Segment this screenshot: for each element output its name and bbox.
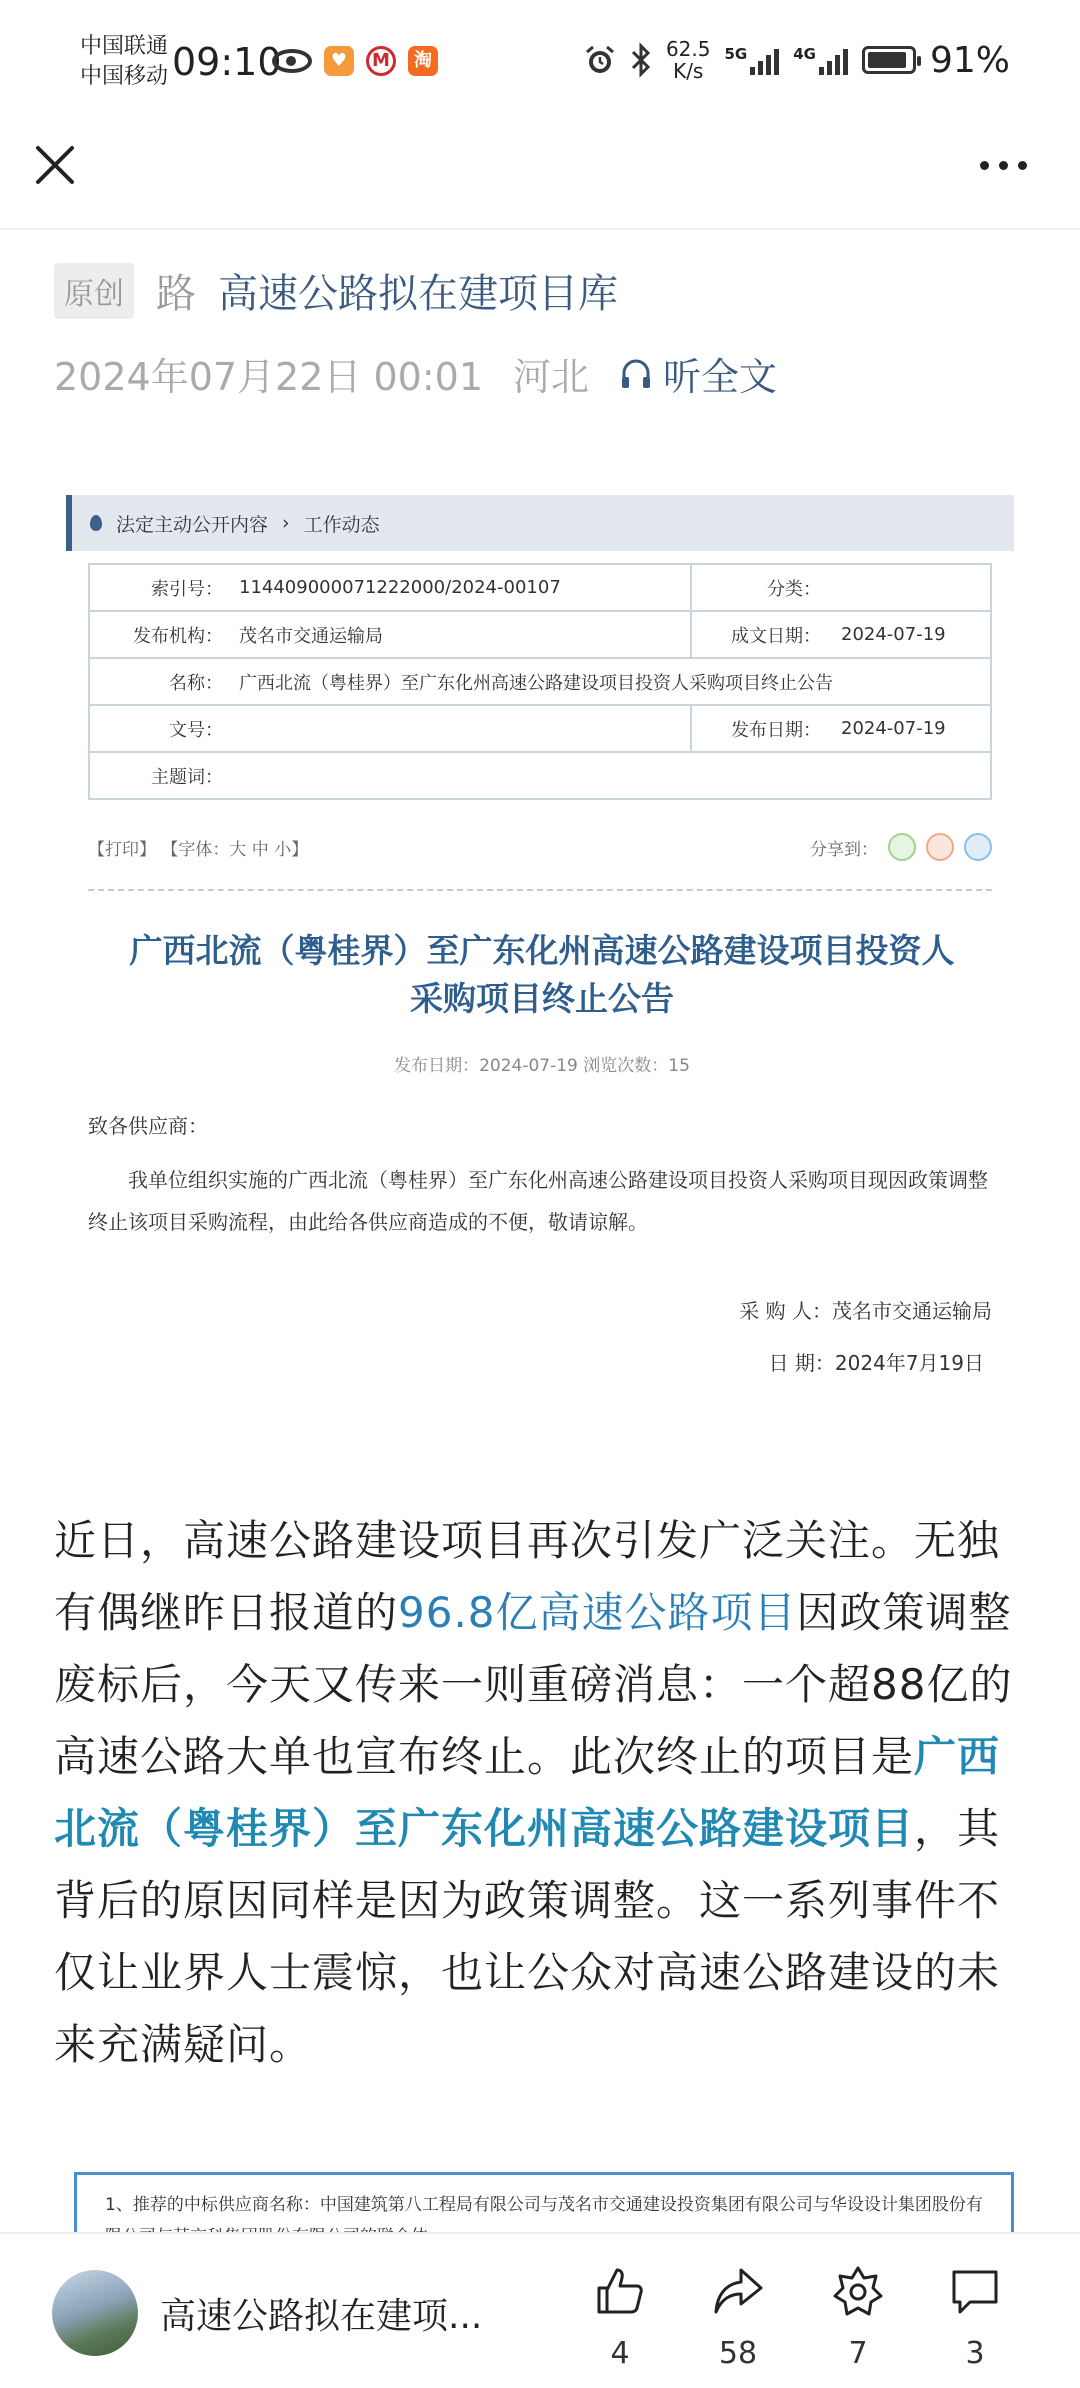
- like-button[interactable]: [580, 2264, 660, 2371]
- wechat-icon: [888, 833, 916, 861]
- dashed-divider: [88, 889, 992, 891]
- more-dot-icon: [1018, 161, 1027, 170]
- system-status: [584, 38, 1010, 82]
- more-dot-icon: [999, 161, 1008, 170]
- table-label: 发布机构：: [89, 611, 229, 658]
- article-text: ，其背后的原因同样是因为政策调整。这一系列事件不仅让业界人士震惊，也让公众对高速公路建设的未来充满疑问。: [54, 1804, 1001, 2069]
- nav-divider: [0, 228, 1080, 230]
- notice-title-line: 采购项目终止公告: [410, 979, 674, 1018]
- article-text: 因政策调整废标后，今天又传来一则重磅消息：一个超88亿的高速公路大单也宣布终止。此次终止的项目是: [54, 1588, 1013, 1781]
- share-arrow-icon: [711, 2264, 765, 2318]
- table-value: 广西北流（粤桂界）至广东化州高速公路建设项目投资人采购项目终止公告: [229, 658, 991, 705]
- eye-icon: [272, 49, 312, 73]
- signal-5g-label: 5G: [724, 45, 748, 63]
- favorite-count: 7: [848, 2336, 868, 2371]
- table-label: 分类：: [691, 564, 831, 611]
- project-name-link[interactable]: 广西北流（粤桂界）至广东化州高速公路建设项目: [54, 1732, 1001, 1853]
- notice-paragraph: 我单位组织实施的广西北流（粤桂界）至广东化州高速公路建设项目投资人采购项目现因政策调整终止该项目采购流程，由此给各供应商造成的不便，敬请谅解。: [88, 1168, 988, 1234]
- carrier-1: 中国联通: [80, 34, 169, 59]
- table-label: 主题词：: [89, 752, 229, 799]
- carrier-labels: [80, 32, 168, 92]
- app-notify-icon: ♥: [324, 46, 354, 76]
- favorite-icon: [831, 2264, 885, 2318]
- table-row: [89, 611, 991, 658]
- share-label: 分享到：: [810, 839, 878, 860]
- table-value: [831, 564, 991, 611]
- breadcrumb: [66, 495, 1014, 551]
- share-row: [810, 833, 992, 861]
- next-embedded-image[interactable]: [74, 2172, 1014, 2232]
- qq-icon: [964, 833, 992, 861]
- table-label: 索引号：: [89, 564, 229, 611]
- table-value: [229, 705, 691, 752]
- battery-icon: [862, 46, 916, 74]
- table-row: [89, 705, 991, 752]
- favorite-button[interactable]: [818, 2264, 898, 2371]
- table-value: 2024-07-19: [831, 611, 991, 658]
- article-title-row: [54, 262, 618, 319]
- notification-icons: [272, 46, 438, 76]
- title-prefix: 路: [156, 271, 196, 317]
- table-row: [89, 564, 991, 611]
- notice-info-table: [88, 563, 992, 800]
- purchaser-signature: 采 购 人：茂名市交通运输局: [739, 1299, 992, 1323]
- thumbs-up-icon: [593, 2264, 647, 2318]
- publish-date: 2024年07月22日 00:01: [54, 355, 484, 399]
- status-bar: [0, 0, 1080, 130]
- comment-icon: [948, 2264, 1002, 2318]
- headphones-icon: [619, 357, 653, 391]
- signal-4g-label: 4G: [793, 45, 816, 63]
- network-speed-unit: K/s: [673, 59, 704, 83]
- battery-percent: 91%: [929, 39, 1010, 81]
- region-label: 河北: [513, 355, 590, 399]
- metro-icon: M: [366, 46, 396, 76]
- status-time: 09:10: [172, 40, 282, 84]
- breadcrumb-item: 法定主动公开内容: [116, 513, 269, 536]
- comment-count: 3: [965, 2336, 985, 2371]
- related-article-link[interactable]: 96.8亿高速公路项目: [398, 1588, 797, 1637]
- location-pin-icon: [90, 515, 102, 531]
- peek-line: 1、推荐的中标供应商名称：中国建筑第八工程局有限公司与茂名市交通建设投资集团有限公司与华设设计集团股份有: [105, 2195, 983, 2215]
- like-count: 4: [610, 2336, 630, 2371]
- bottom-action-bar: [0, 2232, 1080, 2388]
- print-font-tools: 【打印】 【字体：大 中 小】: [88, 839, 309, 860]
- notice-body: [88, 1105, 992, 1243]
- more-options-button[interactable]: [980, 150, 1040, 180]
- breadcrumb-separator: ›: [282, 512, 290, 534]
- listen-full-button[interactable]: [619, 346, 777, 401]
- table-label: 发布日期：: [691, 705, 831, 752]
- article-text: 近日，高速公路建设项目再次引发广泛关注。无独有偶继昨日报道的: [54, 1516, 1001, 1637]
- breadcrumb-item: 工作动态: [303, 513, 380, 536]
- table-value: 2024-07-19: [831, 705, 991, 752]
- notice-meta: 发布日期：2024-07-19 浏览次数：15: [394, 1056, 690, 1076]
- listen-label: 听全文: [663, 355, 778, 399]
- table-value: 114409000071222000/2024-00107: [229, 564, 691, 611]
- network-speed: [666, 38, 711, 82]
- table-value: 茂名市交通运输局: [229, 611, 691, 658]
- notice-title-line: 广西北流（粤桂界）至广东化州高速公路建设项目投资人: [129, 931, 955, 970]
- signature-date: 日 期：2024年7月19日: [768, 1351, 984, 1375]
- article-body: [54, 1505, 1026, 2081]
- table-label: 名称：: [89, 658, 229, 705]
- comment-button[interactable]: [935, 2264, 1015, 2371]
- notice-tools: [88, 833, 992, 861]
- original-badge: 原创: [54, 263, 134, 319]
- notice-greeting: 致各供应商：: [88, 1114, 208, 1138]
- article-meta: [54, 346, 777, 401]
- weibo-icon: [926, 833, 954, 861]
- author-avatar[interactable]: [52, 2270, 138, 2356]
- more-dot-icon: [980, 161, 989, 170]
- table-label: 文号：: [89, 705, 229, 752]
- share-button[interactable]: [698, 2264, 778, 2371]
- article-title[interactable]: 高速公路拟在建项目库: [218, 271, 618, 317]
- alarm-icon: [584, 44, 616, 76]
- carrier-2: 中国移动: [80, 64, 169, 89]
- table-label: 成文日期：: [691, 611, 831, 658]
- taobao-icon: 淘: [408, 46, 438, 76]
- network-speed-value: 62.5: [665, 37, 711, 61]
- bluetooth-icon: [630, 43, 652, 77]
- close-icon: [30, 140, 80, 190]
- signal-5g-icon: [724, 45, 779, 75]
- table-value: [229, 752, 991, 799]
- table-row: [89, 658, 991, 705]
- bottom-article-title[interactable]: 高速公路拟在建项...: [160, 2296, 483, 2337]
- close-button[interactable]: [30, 140, 80, 190]
- signal-4g-icon: [793, 45, 848, 75]
- notice-title: [62, 927, 1022, 1023]
- share-count: 58: [718, 2336, 758, 2371]
- table-row: [89, 752, 991, 799]
